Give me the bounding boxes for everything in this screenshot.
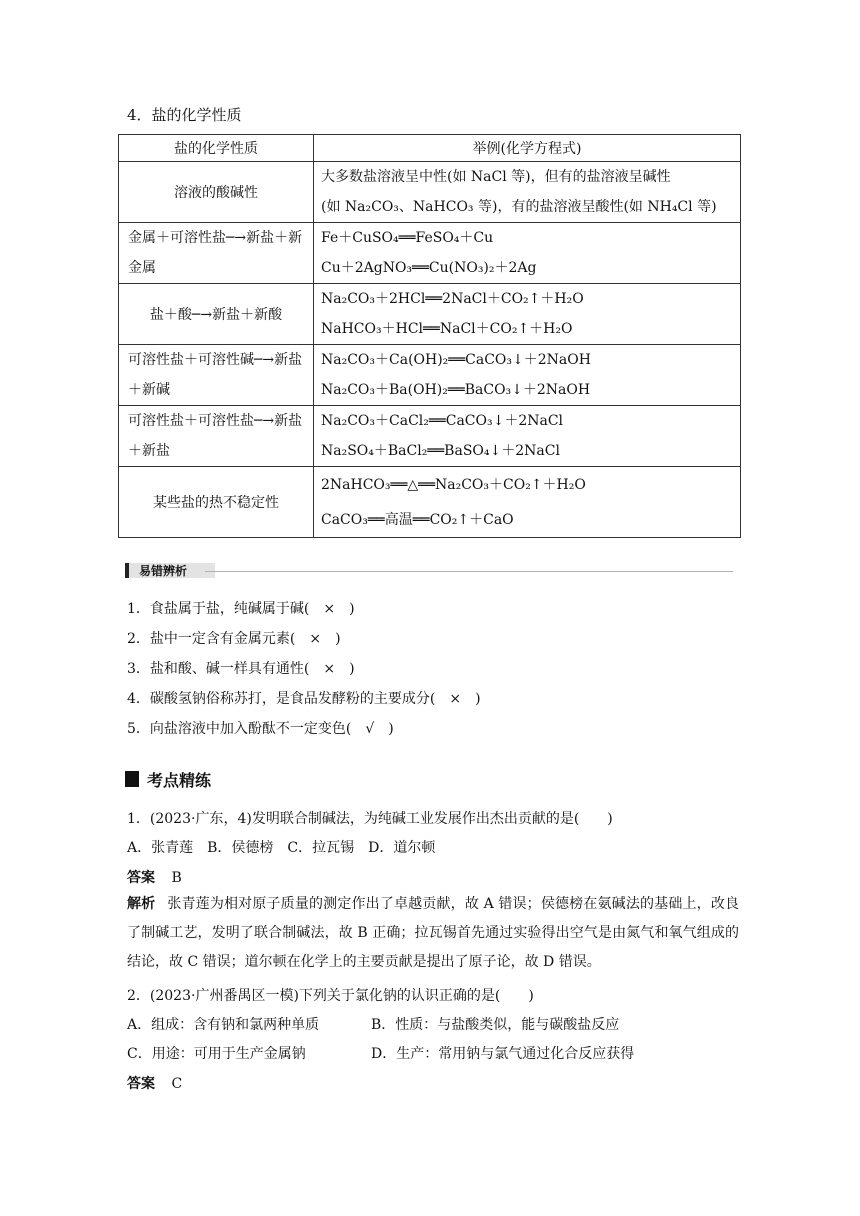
example-line: 2NaHCO₃══△══Na₂CO₃＋CO₂↑＋H₂O <box>321 477 586 493</box>
mistake-item: 2．盐中一定含有金属元素( × ) <box>127 631 341 647</box>
question-1-stem: 1．(2023·广东，4)发明联合制碱法，为纯碱工业发展作出杰出贡献的是( ) <box>127 811 613 827</box>
example-line: Na₂CO₃＋Ba(OH)₂══BaCO₃↓＋2NaOH <box>321 382 591 398</box>
question-2-answer <box>127 1073 182 1093</box>
answer-value: B <box>171 870 182 886</box>
question-2-option-b: B．性质：与盐酸类似，能与碳酸盐反应 <box>371 1017 620 1033</box>
example-line: Cu＋2AgNO₃══Cu(NO₃)₂＋2Ag <box>321 260 537 276</box>
question-1-options: A．张青莲 B．侯德榜 C．拉瓦锡 D．道尔顿 <box>127 840 436 856</box>
examples-cell <box>314 406 741 467</box>
example-line: NaHCO₃＋HCl══NaCl＋CO₂↑＋H₂O <box>321 321 573 337</box>
examples-cell <box>314 162 741 223</box>
section-title: 4．盐的化学性质 <box>127 106 242 124</box>
examples-cell <box>314 345 741 406</box>
table-header-row <box>119 135 741 162</box>
practice-section-marker <box>125 771 139 787</box>
mistake-item: 5．向盐溶液中加入酚酞不一定变色( √ ) <box>127 721 394 737</box>
table-header-cell: 举例(化学方程式) <box>314 135 741 162</box>
mistake-item: 1．食盐属于盐，纯碱属于碱( × ) <box>127 601 355 617</box>
examples-cell <box>314 284 741 345</box>
property-cell: 某些盐的热不稳定性 <box>119 467 314 538</box>
property-cell: 可溶性盐＋可溶性碱─→新盐＋新碱 <box>119 345 314 406</box>
example-line: CaCO₃══高温══CO₂↑＋CaO <box>321 512 514 528</box>
table-row <box>119 284 741 345</box>
answer-label: 答案 <box>127 1076 155 1092</box>
property-cell: 溶液的酸碱性 <box>119 162 314 223</box>
table-header-cell: 盐的化学性质 <box>119 135 314 162</box>
analysis-label: 解析 <box>127 896 156 912</box>
example-line: Na₂CO₃＋2HCl══2NaCl＋CO₂↑＋H₂O <box>321 291 584 307</box>
example-line: Na₂CO₃＋CaCl₂══CaCO₃↓＋2NaCl <box>321 413 564 429</box>
section-divider <box>205 571 733 572</box>
example-line: Fe＋CuSO₄══FeSO₄＋Cu <box>321 230 494 246</box>
examples-cell <box>314 467 741 538</box>
property-cell: 盐＋酸─→新盐＋新酸 <box>119 284 314 345</box>
table-row <box>119 223 741 284</box>
property-cell: 金属＋可溶性盐─→新盐＋新金属 <box>119 223 314 284</box>
question-2-option-d: D．生产：常用钠与氯气通过化合反应获得 <box>371 1046 635 1062</box>
question-1-answer <box>127 867 182 887</box>
table-row <box>119 467 741 538</box>
analysis-text: 张青莲为相对原子质量的测定作出了卓越贡献，故 A 错误；侯德榜在氨碱法的基础上，改良了制碱工艺，发明了联合制碱法，故 B 正确；拉瓦锡首先通过实验得出空气是由氮气和氧气组成的结论，故 C 错误；道尔顿在化学上的主要贡献是提出了原子论，故 D 错误。 <box>127 896 740 970</box>
property-cell: 可溶性盐＋可溶性盐─→新盐＋新盐 <box>119 406 314 467</box>
example-line: Na₂CO₃＋Ca(OH)₂══CaCO₃↓＋2NaOH <box>321 352 591 368</box>
examples-cell <box>314 223 741 284</box>
question-2-option-a: A．组成：含有钠和氯两种单质 <box>127 1017 320 1033</box>
practice-title: 考点精练 <box>147 771 212 790</box>
answer-label: 答案 <box>127 870 155 886</box>
question-2-stem: 2．(2023·广州番禺区一模)下列关于氯化钠的认识正确的是( ) <box>127 988 534 1004</box>
table-row <box>119 162 741 223</box>
mistake-item: 3．盐和酸、碱一样具有通性( × ) <box>127 661 355 677</box>
mistakes-section-tag <box>125 563 215 578</box>
example-line: (如 Na₂CO₃、NaHCO₃ 等)，有的盐溶液呈酸性(如 NH₄Cl 等) <box>321 199 717 215</box>
answer-value: C <box>171 1076 183 1092</box>
salt-properties-table <box>118 134 741 538</box>
question-2-option-c: C．用途：可用于生产金属钠 <box>127 1046 306 1062</box>
example-line: Na₂SO₄＋BaCl₂══BaSO₄↓＋2NaCl <box>321 443 560 459</box>
table-row <box>119 406 741 467</box>
mistakes-title: 易错辨析 <box>139 564 188 578</box>
table-row <box>119 345 741 406</box>
mistake-item: 4．碳酸氢钠俗称苏打，是食品发酵粉的主要成分( × ) <box>127 691 481 707</box>
question-1-analysis <box>127 890 739 977</box>
example-line: 大多数盐溶液呈中性(如 NaCl 等)，但有的盐溶液呈碱性 <box>321 169 671 185</box>
